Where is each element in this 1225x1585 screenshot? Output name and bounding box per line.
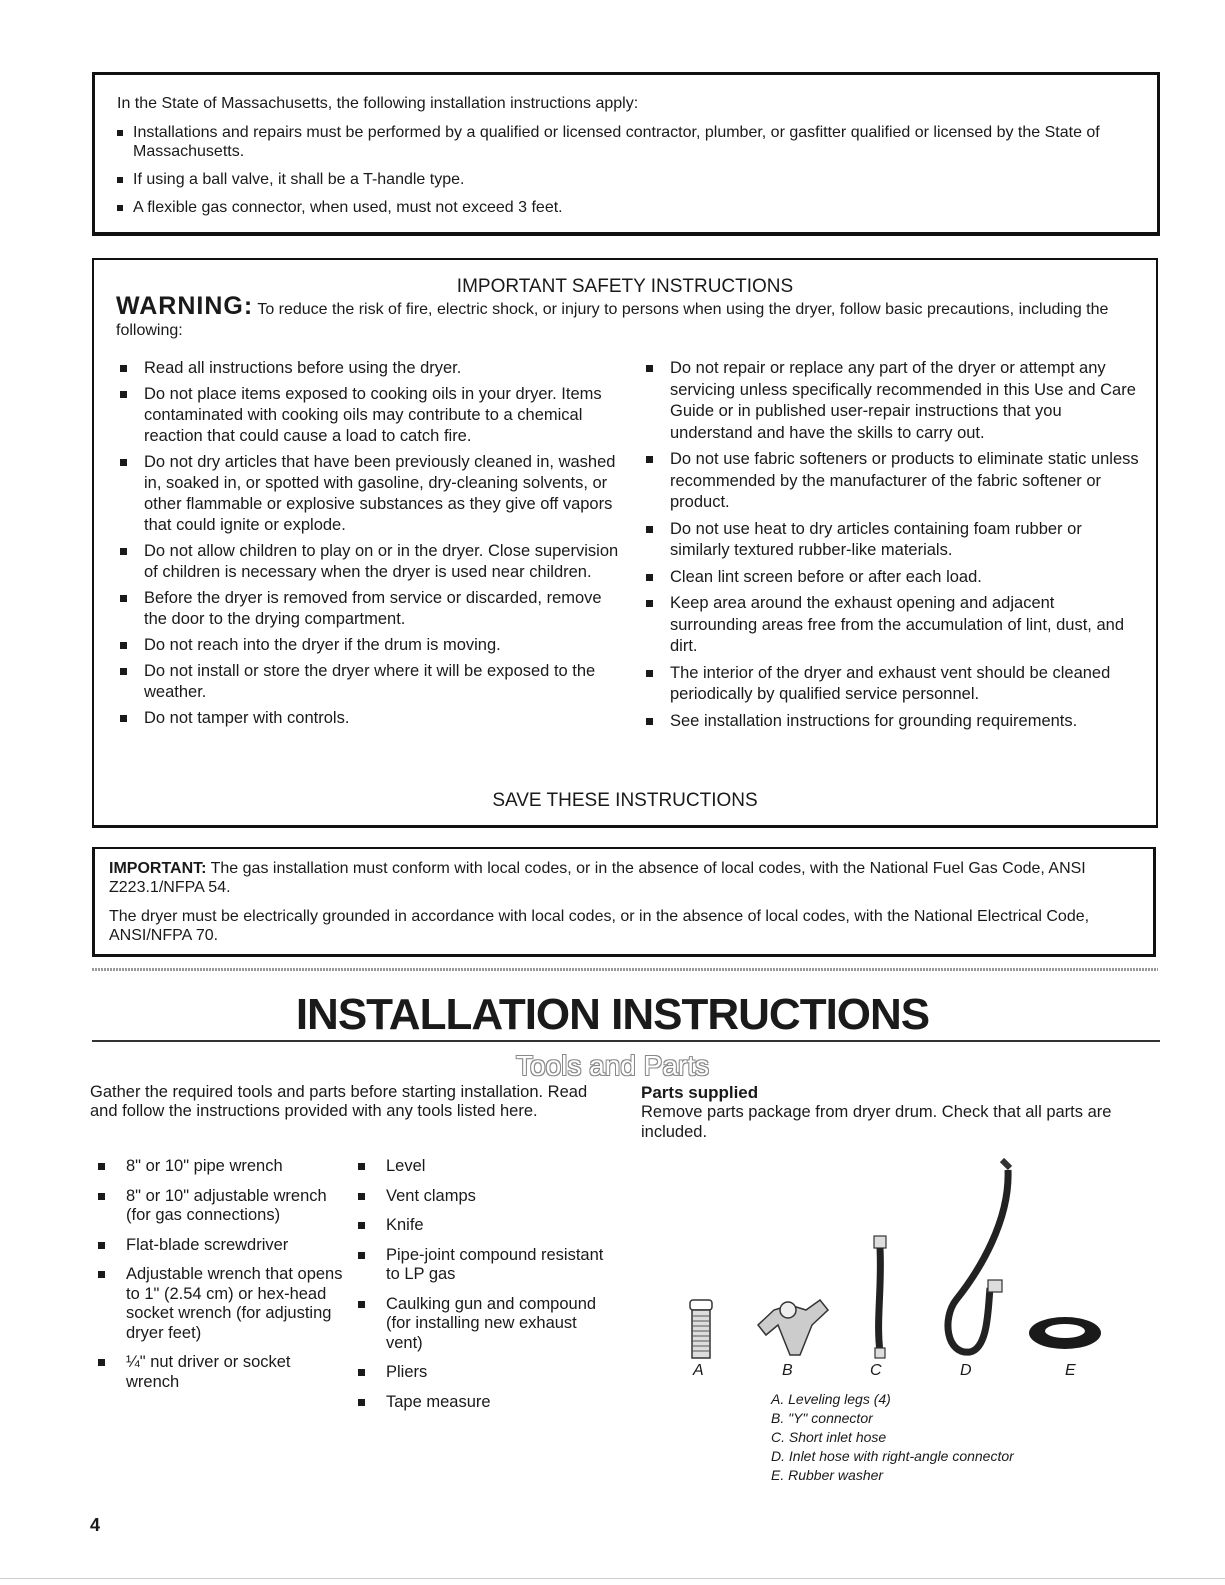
- bullet-icon: [358, 1369, 365, 1376]
- list-item: Pipe-joint compound resistant to LP gas: [386, 1246, 616, 1285]
- list-item: Before the dryer is removed from service or discarded, remove the door to the drying compartment.: [144, 588, 624, 630]
- tools-list-left: [126, 1157, 346, 1402]
- bullet-icon: [358, 1222, 365, 1229]
- section-title-tools-and-parts: Tools and Parts: [516, 1050, 709, 1081]
- bullet-icon: [646, 718, 653, 725]
- list-item: Installations and repairs must be performed by a qualified or licensed contractor, plumber, or gasfitter qualified or licensed by the State of Massachusetts.: [133, 123, 1143, 161]
- y-connector-icon: [758, 1300, 828, 1355]
- list-item: Caulking gun and compound (for installing new exhaust vent): [386, 1295, 616, 1354]
- bullet-icon: [98, 1359, 105, 1366]
- bullet-icon: [646, 456, 653, 463]
- bullet-icon: [98, 1193, 105, 1200]
- list-item: Knife: [386, 1216, 616, 1236]
- list-item: ¼" nut driver or socket wrench: [126, 1353, 346, 1392]
- bullet-icon: [120, 459, 127, 466]
- list-item: 8" or 10" adjustable wrench (for gas connections): [126, 1187, 346, 1226]
- bullet-icon: [358, 1163, 365, 1170]
- parts-illustration: [670, 1140, 1140, 1365]
- list-item: Do not allow children to play on or in the dryer. Close supervision of children is necessary when the dryer is used near children.: [144, 541, 624, 583]
- bullet-icon: [358, 1301, 365, 1308]
- list-item: Pliers: [386, 1363, 616, 1383]
- parts-legend: [771, 1390, 1014, 1485]
- bullet-icon: [646, 526, 653, 533]
- list-item: Do not use heat to dry articles containing foam rubber or similarly textured rubber-like materials.: [670, 519, 1140, 562]
- important-paragraph-electrical: The dryer must be electrically grounded in accordance with local codes, or in the absence of local codes, with the National Electrical Code, ANSI/NFPA 70.: [109, 908, 1090, 944]
- part-letter-b: B: [782, 1362, 793, 1379]
- warning-label: WARNING:: [116, 292, 254, 320]
- bullet-icon: [98, 1271, 105, 1278]
- page-title: INSTALLATION INSTRUCTIONS: [295, 990, 930, 1039]
- important-paragraph-gas: IMPORTANT: The gas installation must conform with local codes, or in the absence of local codes, with the National Fuel Gas Code, ANSI Z223.1/NFPA 54.: [109, 860, 1086, 896]
- legend-item: B. "Y" connector: [771, 1410, 873, 1426]
- list-item: See installation instructions for grounding requirements.: [670, 711, 1140, 733]
- parts-supplied-heading: Parts supplied: [641, 1083, 759, 1102]
- massachusetts-notice-box: [92, 72, 1160, 236]
- list-item: Do not reach into the dryer if the drum is moving.: [144, 635, 624, 656]
- massachusetts-list: [133, 123, 1143, 226]
- part-letter-e: E: [1065, 1362, 1076, 1379]
- list-item: Do not place items exposed to cooking oils in your dryer. Items contaminated with cooking oils may contribute to a chemical reaction that could cause a load to catch fire.: [144, 384, 624, 447]
- part-letter-d: D: [960, 1362, 972, 1379]
- bullet-icon: [646, 365, 653, 372]
- bullet-icon: [120, 715, 127, 722]
- bullet-icon: [120, 365, 127, 372]
- legend-item: A. Leveling legs (4): [771, 1391, 891, 1407]
- list-item: Do not dry articles that have been previously cleaned in, washed in, soaked in, or spotted with gasoline, dry-cleaning solvents, or other flammable or explosive substances as they give off vapors that could ignite or explode.: [144, 452, 624, 536]
- bullet-icon: [358, 1252, 365, 1259]
- bottom-divider: [0, 1578, 1225, 1579]
- legend-item: D. Inlet hose with right-angle connector: [771, 1448, 1014, 1464]
- safety-list-left: [144, 358, 624, 734]
- list-item: If using a ball valve, it shall be a T-handle type.: [133, 170, 1143, 189]
- list-item: Do not tamper with controls.: [144, 708, 624, 729]
- safety-title: IMPORTANT SAFETY INSTRUCTIONS: [456, 276, 794, 297]
- tools-list-right: [386, 1157, 616, 1422]
- list-item: Tape measure: [386, 1393, 616, 1413]
- dotted-divider: [92, 968, 1158, 971]
- bullet-icon: [120, 548, 127, 555]
- important-label: IMPORTANT:: [109, 860, 207, 877]
- bullet-icon: [120, 391, 127, 398]
- leveling-leg-icon: [690, 1300, 712, 1358]
- page-number: 4: [90, 1515, 101, 1535]
- part-letter-a: A: [693, 1362, 704, 1379]
- list-item: The interior of the dryer and exhaust vent should be cleaned periodically by qualified service personnel.: [670, 663, 1140, 706]
- list-item: Keep area around the exhaust opening and adjacent surrounding areas free from the accumulation of lint, dust, and dirt.: [670, 593, 1140, 658]
- part-letter-c: C: [870, 1362, 882, 1379]
- tools-intro: Gather the required tools and parts before starting installation. Read and follow the instructions provided with any tools listed here.: [90, 1083, 588, 1120]
- important-notice-box: [92, 847, 1156, 957]
- warning-paragraph: [116, 292, 1136, 341]
- list-item: Vent clamps: [386, 1187, 616, 1207]
- bullet-icon: [117, 177, 123, 183]
- bullet-icon: [646, 574, 653, 581]
- legend-item: E. Rubber washer: [771, 1467, 884, 1483]
- short-inlet-hose-icon: [874, 1236, 886, 1358]
- bullet-icon: [98, 1242, 105, 1249]
- list-item: Do not install or store the dryer where it will be exposed to the weather.: [144, 661, 624, 703]
- bullet-icon: [117, 205, 123, 211]
- bullet-icon: [358, 1193, 365, 1200]
- bullet-icon: [358, 1399, 365, 1406]
- safety-list-right: [670, 358, 1140, 737]
- save-instructions-title: SAVE THESE INSTRUCTIONS: [492, 790, 758, 811]
- legend-item: C. Short inlet hose: [771, 1429, 887, 1445]
- bullet-icon: [120, 595, 127, 602]
- bullet-icon: [120, 642, 127, 649]
- list-item: Do not repair or replace any part of the dryer or attempt any servicing unless specifically recommended in this Use and Care Guide or in published user-repair instructions that you understand and have the skills to carry out.: [670, 358, 1140, 444]
- list-item: Flat-blade screwdriver: [126, 1236, 346, 1256]
- list-item: A flexible gas connector, when used, must not exceed 3 feet.: [133, 198, 1143, 217]
- inlet-hose-right-angle-icon: [948, 1160, 1010, 1352]
- warning-text: To reduce the risk of fire, electric shock, or injury to persons when using the dryer, follow basic precautions, including the following:: [116, 301, 1109, 339]
- safety-instructions-box: [92, 258, 1158, 828]
- list-item: Adjustable wrench that opens to 1" (2.54 cm) or hex-head socket wrench (for adjusting dryer feet): [126, 1265, 346, 1343]
- massachusetts-intro: In the State of Massachusetts, the following installation instructions apply:: [117, 95, 639, 112]
- list-item: Do not use fabric softeners or products to eliminate static unless recommended by the manufacturer of the fabric softener or product.: [670, 449, 1140, 514]
- list-item: Level: [386, 1157, 616, 1177]
- heading-divider: [92, 1040, 1160, 1042]
- bullet-icon: [646, 670, 653, 677]
- list-item: Clean lint screen before or after each load.: [670, 567, 1140, 589]
- parts-intro: Remove parts package from dryer drum. Check that all parts are included.: [641, 1103, 1112, 1141]
- list-item: Read all instructions before using the dryer.: [144, 358, 624, 379]
- list-item: 8" or 10" pipe wrench: [126, 1157, 346, 1177]
- bullet-icon: [120, 668, 127, 675]
- bullet-icon: [646, 600, 653, 607]
- rubber-washer-icon: [1029, 1317, 1101, 1349]
- bullet-icon: [98, 1163, 105, 1170]
- bullet-icon: [117, 130, 123, 136]
